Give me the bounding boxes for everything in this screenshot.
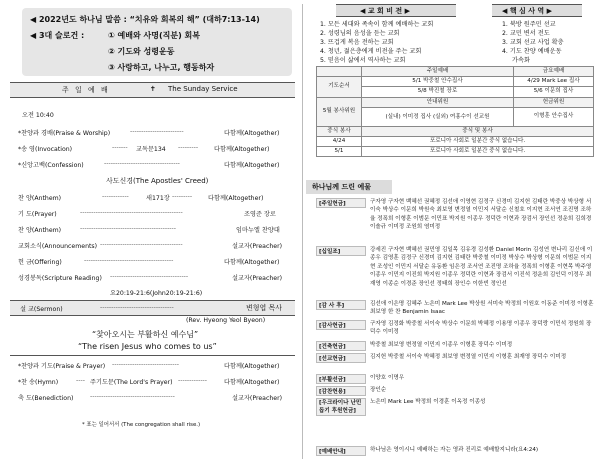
slogan-item: ① 예배와 사명(직분) 회복 [108,31,200,40]
offering-category: [선교헌금] [316,353,366,363]
sermon-title-en: “The risen Jesus who comes to us” [78,342,217,351]
service-title-en: The Sunday Service [168,85,238,93]
prayer-sunday: 5/8 박진철 장로 [362,87,514,97]
year-theme: ◀ 2022년도 하나님 말씀 : “치유와 회복의 해” (대하7:13-14) [30,15,260,24]
slogan-item: ③ 사랑하고, 나누고, 행동하자 [108,63,215,72]
offering-donors: 강세진 구자현 백혜선 권민영 김일목 김유경 김성환 Daniel Morin 김성연 변나리 김신애 이종우 김영훈 김정구 신경미 김지헌 김태란 박중철 이미정 박상수 박상형 이문희 이범문 이지현 조성인 이민지 서달순 유동환 임은정 조서연 조진명 조하율 정폭희 이형훈 이현목 박주영 이종우 이민지 이진희 박지원 이종우 정덕란 이현과 장검서 이진석 정운희 김인덕 이정우 최재영 이종순 이경준 장인선 정태희 장인수 이한빈 정인선 [370,247,593,287]
vision-item: 3. 뜨겁게 복음 전하는 교회 [320,39,394,46]
sermon-bar: 설 교(Sermon) --------------------------------- 변형엽 목사 [10,300,295,316]
fellowship-note: 포로니아 사회로 일분간 중식 없습니다. [362,136,594,146]
offering-category: [부활선금] [316,374,366,384]
offering-members: 이형훈 안수집사 [514,107,594,126]
anthem-choir-label: 찬 양(Anthem) [18,227,62,234]
benediction-leader: 설교자(Preacher) [232,395,283,402]
offering-donors: 김지헌 박중철 서이숙 박혜정 최보영 변정열 이민지 이형훈 최재영 장덕수 이미정 [370,354,567,360]
service-title: 주 일 예 배 [62,86,110,94]
duty-table [316,66,594,157]
slogan-label: ◀ 3대 슬로건 : [30,31,85,40]
anthem-label: 찬 양(Anthem) [18,195,62,202]
prayer-order-label: 기도순서 [317,77,362,97]
announcements-label: 교회소식(Announcements) [18,243,98,250]
offering-category: [감찬헌용] [316,386,366,396]
anthem-hymn: 새171장 [146,195,170,202]
month-committee-label: 5월 봉사위원 [317,97,362,126]
offering-donors: 장인순 [370,387,387,393]
page-fold [302,4,303,459]
worship-guide-verse: 하나님은 영이시니 예배하는 자는 영과 진리로 예배할지니라(요4:24) [370,447,539,453]
offering-row [316,353,594,371]
sermon-label: 설 교(Sermon) [20,306,63,313]
offering-row [316,320,594,338]
scripture-leader: 설교자(Preacher) [232,275,283,282]
offering-category: [우크라이나 난민돕기 후원헌금] [316,398,366,416]
vision-header [336,4,456,17]
core-header [492,4,582,17]
cross-icon: ✝ [150,85,156,93]
offering-category: [감사헌금] [316,320,366,330]
fellowship-date: 5/1 [317,147,362,157]
prayer-sunday: 5/1 박중철 안수집사 [362,77,514,87]
offering-row [316,374,594,384]
prayer-label: 기 도(Prayer) [18,211,57,218]
preacher-name-en: (Rev. Hyeong Yeol Byeon) [186,317,266,324]
offering-committee-header: 헌금위원 [514,97,594,107]
fellowship-note: 포로니아 사회로 일분간 중식 없습니다. [362,147,594,157]
offering-category: [건축헌금] [316,341,366,351]
col-sunday: 주일예배 [362,67,514,77]
lords-prayer: 주기도문(The Lord's Prayer) [90,379,173,386]
sermon-title-ko: “찾아오시는 부활하신 예수님” [92,330,199,339]
vision-title: ◀ 교 회 비 전 ▶ [360,7,410,15]
service-time: 오전 10:40 [22,112,54,119]
offering-donors: 구자영 구자현 백혜선 권혜정 김선애 이영현 김정구 신경미 김지헌 김태란 박중상 박상형 서이숙 박상수 이문희 박원숙 최보영 변정열 이민지 서달순 신철호 이지현 조서연 조진명 조하율 정폭희 이형훈 이범문 이민표 박지원 이종우 정덕란 이현과 장검서 장인선 정운희 김희경 이솔규 이미정 조원희 염미정 [370,199,592,231]
apostles-creed: 사도신경(The Apostles' Creed) [106,177,209,185]
core-item: 2. 교민 변서 전도 [502,30,550,37]
confession-leader: 다함께(Altogether) [224,162,280,169]
prayer-friday: 4/29 Mark Lee 집사 [514,77,594,87]
offerings-title: 하나님께 드린 예물 [312,183,371,191]
scripture-label: 성경봉독(Scripture Reading) [18,275,102,282]
offering-donors: 김선애 이은명 김혜주 노은미 Mark Lee 박상원 서미숙 박정희 이원호 이동준 이미정 이형훈 최보영 한 찬 Benjamin Isaac [370,301,594,316]
praise-worship-leader: 다함께(Altogether) [224,130,280,137]
order-of-worship-page: ◀ 2022년도 하나님 말씀 : “치유와 회복의 해” (대하7:13-14) ◀ 3대 슬로건 : ① 예배와 사명(직분) 회복 ② 기도와 성령운동 ③ 사랑하고, 나누고, 행동하자 주 일 예 배 ✝ The Sunday Service 오전 10:40 *찬양과 경배(Praise & Worship) ------------------------ 다함께(Altogether) *송 영(Invocation) ------- 교독문134 --------- 다함께(Altogether) *신앙고백(Confession) ---------------------------------- 다함께(Altogether) 사도신경(The Apostles' Creed) 찬 양(Anthem) ------------ 새171장 --------- 다함께(Altogether) 기 도(Prayer) ---------------------------------------------- 조영준 장로 찬 양(Anthem) ------------------------------------------- 임마누엘 찬양대 교회소식(Announcements) ------------------------------------- 설교자(Preacher) 헌 금(Offering) ---------------------------------------- 다함께(Altogether) 성경봉독(Scripture Reading) ----------------------------------- 설교자(Preacher) 요20:19-21:6(John20:19-21:6) 설 교(Sermon) --------------------------------- 변형엽 목사 (Rev. Hyeong Yeol Byeon) “찾아오시는 부활하신 예수님” “The risen Jesus who comes to us” *찬양과 기도(Praise & Prayer) ------------------------------ 다함께(Altogether) *찬 송(Hymn) ---- 주기도문(The Lord's Prayer) ------------- 다함께(Altogether) 축 도(Benediction) -------------------------------------- 설교자(Preacher) * 표는 일어서서 (The congregation shall rise.) [0,0,300,463]
slogan-item: ② 기도와 성령운동 [108,47,175,56]
vision-item: 5. 믿음이 삶에서 역사하는 교회 [320,57,406,64]
anthem-leader: 다함께(Altogether) [208,195,264,202]
sunday-service-header [10,82,295,98]
divider [10,355,295,356]
offering-category: [주일헌금] [316,198,366,208]
hymn-label: *찬 송(Hymn) [18,379,59,386]
theme-banner [22,8,292,76]
offering-donors: 노은미 Mark Lee 박정희 이경훈 이옥정 이종성 [370,399,486,405]
fellowship-label: 중식 봉사 [317,126,362,136]
choir-name: 임마누엘 찬양대 [236,227,280,234]
fellowship-date: 4/24 [317,136,362,146]
hymn-leader: 다함께(Altogether) [224,379,280,386]
vision-item: 2. 성령님의 음성을 듣는 교회 [320,30,400,37]
worship-guide-label: [예배안내] [316,446,366,456]
offering-category: [십일조] [316,246,366,256]
vision-item: 4. 청년, 젊은층에게 비전을 주는 교회 [320,48,422,55]
offering-row [316,300,594,318]
offering-leader: 다함께(Altogether) [224,259,280,266]
offering-label: 헌 금(Offering) [18,259,62,266]
offering-row [316,398,594,416]
invocation-label: *송 영(Invocation) [18,146,73,153]
core-item: 3. 교회 선교 사업 확충 [502,39,564,46]
offering-row [316,246,594,298]
confession-label: *신앙고백(Confession) [18,162,84,169]
closing-praise-leader: 다함께(Altogether) [224,363,280,370]
preacher-name: 변형엽 목사 [246,304,283,312]
invocation-reading: 교독문134 [136,146,166,153]
announcements-page [306,0,600,463]
announcements-leader: 설교자(Preacher) [232,243,283,250]
offering-row [316,446,594,456]
offering-donors: 박중철 최보영 변정열 이민지 이종우 이형훈 장덕수 이미정 [370,342,513,348]
offerings-header [306,180,392,194]
core-item: 4. 기도 찬양 예배운동 [502,48,562,55]
vision-item: 1. 모든 세대와 족속이 함께 예배하는 교회 [320,21,434,28]
fellowship-header: 중식 및 봉사 [362,126,594,136]
core-title: ◀ 핵 심 사 역 ▶ [502,7,552,15]
offering-row [316,198,594,244]
offering-category: [감 사 후] [316,300,366,310]
invocation-leader: 다함께(Altogether) [214,146,270,153]
standing-footnote: * 표는 일어서서 (The congregation shall rise.) [82,422,201,428]
guide-members: (실내) 이미정 집사 (실외) 여홍수이 선교원 [362,107,514,126]
scripture-reference: 요20:19-21:6(John20:19-21:6) [110,290,203,297]
offering-row [316,341,594,351]
closing-praise-label: *찬양과 기도(Praise & Prayer) [18,363,106,370]
offering-donors: 이양호 이명우 [370,375,405,381]
prayer-friday: 5/6 이문희 집사 [514,87,594,97]
core-item: 1. 북방 원주민 선교 [502,21,556,28]
offering-row [316,386,594,396]
core-item: 가속화 [512,57,530,64]
praise-worship-label: *찬양과 경배(Praise & Worship) [18,130,111,137]
prayer-leader: 조영준 장로 [244,211,276,218]
guide-header: 안내위원 [362,97,514,107]
col-friday: 금요예배 [514,67,594,77]
offering-donors: 구자영 김정화 박중철 서이숙 박상수 이문희 박혜정 이용명 이종우 장덕랑 이민석 정원희 장덕수 이미정 [370,321,592,336]
benediction-label: 축 도(Benediction) [18,395,74,402]
